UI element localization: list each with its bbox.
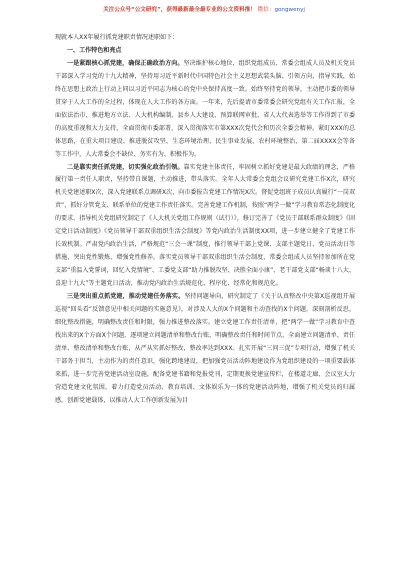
section-heading: 一、工作特色和亮点 — [67, 46, 122, 54]
document-body — [55, 32, 355, 572]
paragraph-1-lead: 一是紧跟核心抓党建，确保正确政治方向。 — [67, 59, 184, 67]
paragraph-1-text: 坚决维护核心地位，组织党组成员、常委会组成人员及机关党员干部深入学习党的十九大精神，坚持用习近平新时代中国特色社会主义思想武装头脑、引领方向、指导实践，始终在思想上政治上行动上同以习近平同志为核心的党中央保持高度一致。始终坚持党的领导，主动把市委的领导贯穿于人大工作的全过程，体现在人大工作的各方面。一年来，先后提请市委常委会研究党组有关工作汇报，全面依法治市、推进地方立法、人大机构编制、县乡人大建设、预算联网审批、省人大代表选举等工作得到了市委的高度重视和大力支持，全面贯彻市委部署，深入贯彻落实市第XXX次党代会和历次全委会精神。紧盯XXX的总体思路，在重大项目建设、推进脱贫攻坚、生态环境治理、民生事业发展、农村环境整治、第二届XXXX会等备等工作中，人大常委会不缺位、务实有为、积极作为。 — [55, 59, 355, 158]
banner-wechat-label: 微信： — [257, 7, 275, 13]
paragraph-2-lead: 二是靠实责任抓党建，切实强化政治引领。 — [67, 163, 184, 171]
banner-wechat-handle: gongwenyj — [274, 7, 305, 13]
intro-line: 现就本人XX年履行抓党建职责情况述职如下： — [55, 34, 179, 41]
paragraph-3-text: 坚持问题导向，研究制定了《关于认真整改中央第X巡视组开展巡视“回头看”反馈意见中相关问题的实施意见》，对涉及人大的X个问题和主动查找的X个问题，深刻剖析反思，细化整改措施，明确整改责任和时限，强力推进整改落实。建立党建工作责任清单，把“两学一做”学习教育中查找出来的X个方面X个问题，逐项建立问题清单和整改台账，明确整改责任和时间节点，全面建立问题清单、责任清单、整改清单和整改台账，从严从实抓好整改，整改率达到XXX。扎实开展“三问三促”专项行动，增强了机关干部务于担当，主动作为的责任意识，强化跨地建设，把加强党员活动阵地建设作为党组织建设的一项重要载体来抓，进一步完善党建活动室设施，配备党建书籍和党报党刊，定期更换党建宣传栏，在楼道走廊、会议室大力营造党建文化氛围，着力打造党员活动、教育培训、文体娱乐为一体的党建活动阵地，增强了机关党员的归属感，创新党建载体，以推动人大工作创新发展为目 — [55, 293, 355, 404]
banner-text: 关注公众号“公文研究”，获得最新最全最专业的公文资料推！ — [103, 7, 256, 13]
paragraph-3 — [55, 291, 355, 408]
paragraph-3-lead: 三是突出重点抓党建，推动党建任务落实。 — [67, 293, 185, 301]
paragraph-2-text: 靠实党建主体责任，牢固树立抓好党建是最大政绩的理念，严格履行第一责任人职责，坚持带自课题，主动推进，带头落实。全年人大常委会党组会议研究党建工作X次，研究机关党建述职X次，深入党建联系点调研X次，向市委报告党建工作情况X次。督促党组班子成员认真履行“一岗双责”，抓好分管党支、联系单位的党建工作责任落实。完善党建工作机制，按照“两学一做”学习教育常态化制度化的要求，指导机关党组研究制定了《人大机关党组工作规则（试行）》，修订完善了《党员干部联系群众制度》《固定党日活动制度》《党员领导干部双重组织生活会制度》等党内政治生活制度XX项，进一步建立健全了党建工作长效机制。严肃党内政治生活，严格规范“三会一课”制度，推行领导干部上党课、支部主题党日、党员活动日等措施，突出党性锻炼，增强党性修养。落实党员领导干部双重组织生活会制度，常委会组成人员坚持参加所在党支部“重温入党誓词，回忆入党情境”、工委党支部“助力推脱攻坚、决胜全面小康”、老干部党支部“畅谈十八大、喜迎十九大”等主题党日活动，推动党内政治生活规范化、程序化、经常化和规范化。 — [55, 163, 355, 288]
paragraph-2 — [55, 162, 355, 292]
paragraph-1 — [55, 58, 355, 162]
header-banner — [66, 5, 342, 25]
